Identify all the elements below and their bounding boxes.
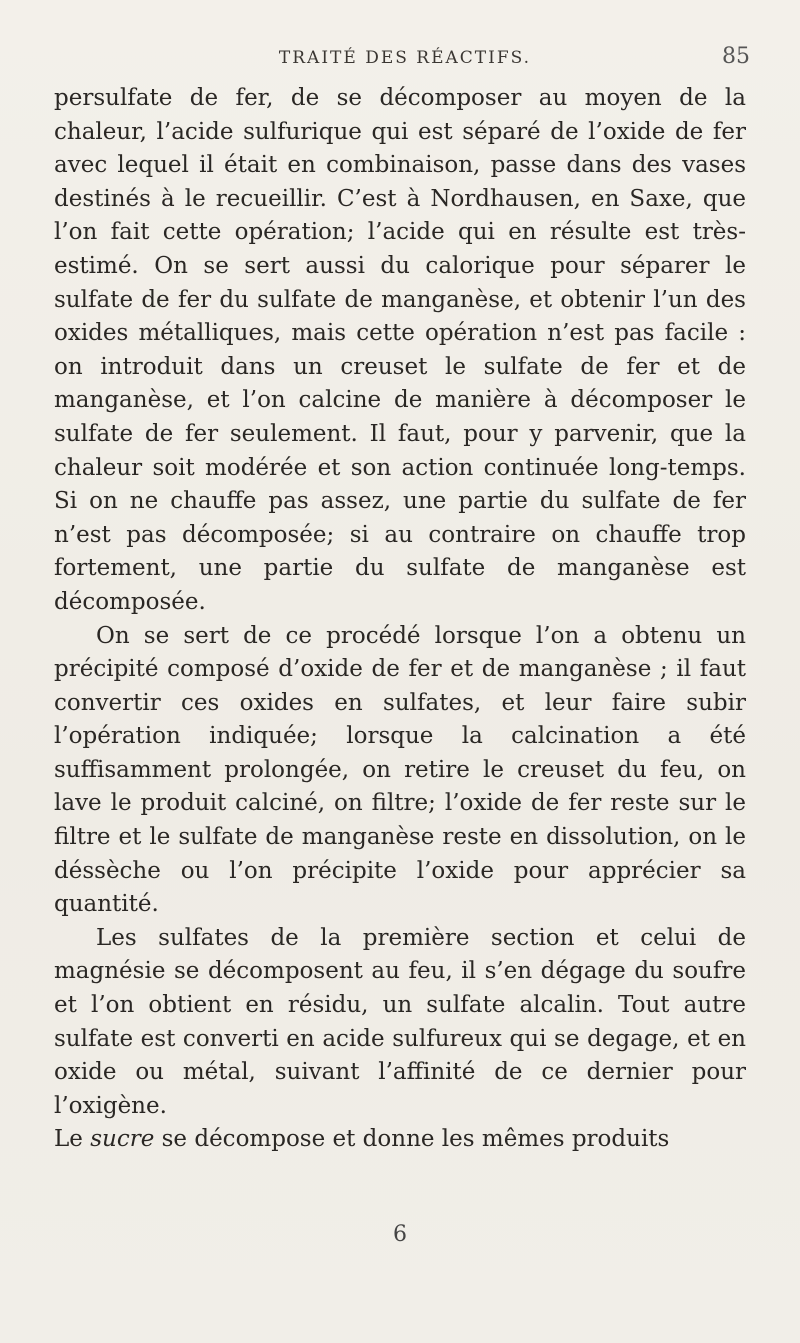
page-number: 85 — [722, 44, 750, 69]
signature-mark: 6 — [393, 1222, 407, 1247]
paragraph-2: On se sert de ce procédé lorsque l’on a obtenu un précipité composé d’oxide de fer et de manganèse ; il faut convertir ces oxides en sulfates, et leur faire subir l’opération indiquée; lorsque la calcination a été suffisamment prolongée, on retire le creuset du feu, on lave le produit calciné, on filtre; l’oxide de fer reste sur le filtre et le sulfate de manganèse reste en dissolution, on le déssèche ou l’on précipite l’oxide pour apprécier sa quantité. — [54, 622, 746, 918]
italic-term-sucre: sucre — [90, 1126, 155, 1153]
paragraph-4 — [54, 1123, 746, 1157]
body-text — [54, 82, 746, 1157]
paragraph-1: persulfate de fer, de se décomposer au moyen de la chaleur, l’acide sulfurique qui est séparé de l’oxide de fer avec lequel il était en combinaison, passe dans des vases destinés à le recueillir. C’est à Nordhausen, en Saxe, que l’on fait cette opération; l’acide qui en résulte est très-estimé. On se sert aussi du calorique pour séparer le sulfate de fer du sulfate de manganèse, et obtenir l’un des oxides métalliques, mais cette opération n’est pas facile : on introduit dans un creuset le sulfate de fer et de manganèse, et l’on calcine de manière à décomposer le sulfate de fer seulement. Il faut, pour y parvenir, que la chaleur soit modérée et son action continuée long-temps. Si on ne chauffe pas assez, une partie du sulfate de fer n’est pas décomposée; si au contraire on chauffe trop fortement, une partie du sulfate de manganèse est décomposée. — [54, 85, 746, 615]
paragraph-3: Les sulfates de la première section et celui de magnésie se décomposent au feu, il s’en dégage du soufre et l’on obtient en résidu, un sulfate alcalin. Tout autre sulfate est converti en acide sulfureux qui se degage, et en oxide ou métal, suivant l’affinité de ce dernier pour l’oxigène. — [54, 924, 746, 1119]
paragraph-4-after: se décompose et donne les mêmes produits — [154, 1126, 670, 1153]
running-title: TRAITÉ DES RÉACTIFS. — [278, 48, 532, 68]
paragraph-4-before: Le — [54, 1126, 91, 1153]
